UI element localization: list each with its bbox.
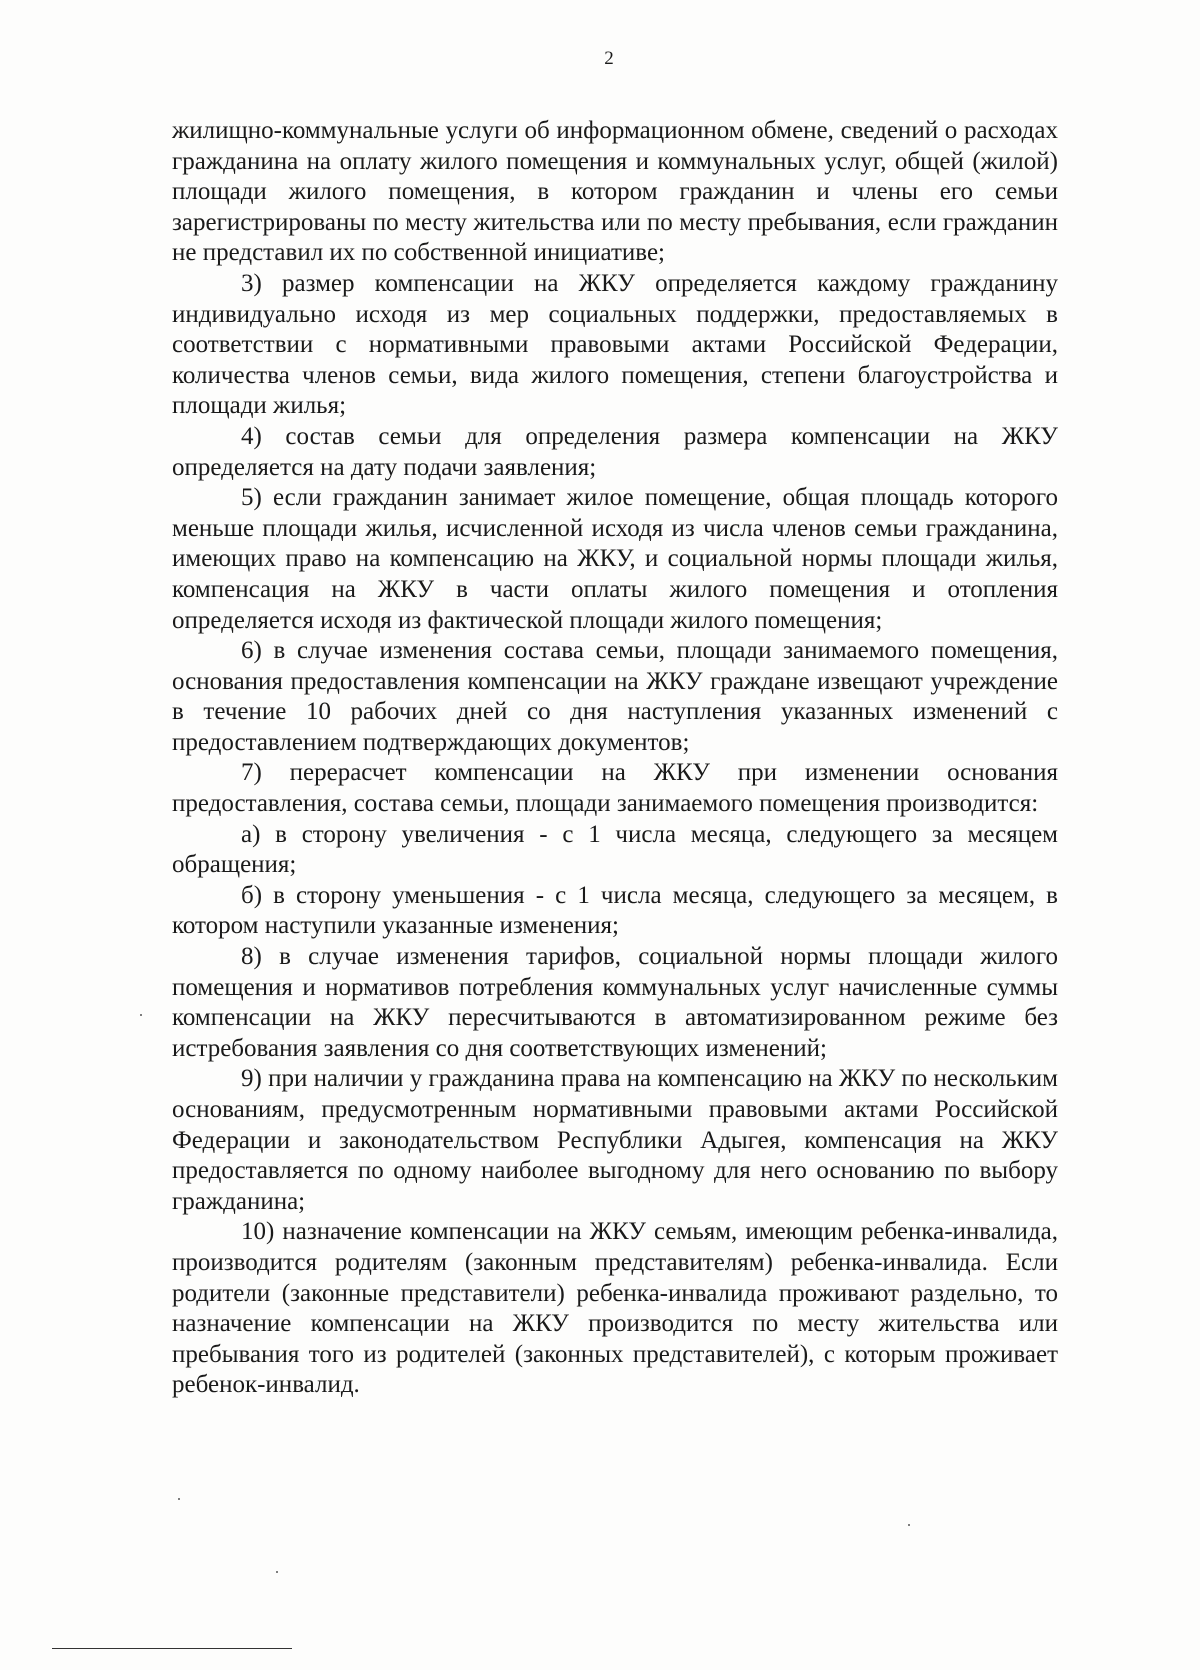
paragraph-item-6: 6) в случае изменения состава семьи, площади занимаемого помещения, основания предоставления компенсации на ЖКУ граждане извещают учреждение в течение 10 рабочих дней со дня наступления указанных изменений с предоставлением подтверждающих документов; [172, 637, 1058, 756]
scan-speck [276, 1571, 278, 1573]
paragraph-item-8: 8) в случае изменения тарифов, социальной нормы площади жилого помещения и нормативов потребления коммунальных услуг начисленные суммы компенсации на ЖКУ пересчитываются в автоматизированном режиме без истребования заявления со дня соответствующих изменений; [172, 943, 1058, 1062]
paragraph-item-3: 3) размер компенсации на ЖКУ определяется каждому гражданину индивидуально исходя из мер социальных поддержки, предоставляемых в соответствии с нормативными правовыми актами Российской Федерации, количества членов семьи, вида жилого помещения, степени благоустройства и площади жилья; [172, 269, 1058, 420]
page-number: 2 [604, 48, 614, 69]
paragraph-item-10: 10) назначение компенсации на ЖКУ семьям, имеющим ребенка-инвалида, производится родителям (законным представителям) ребенка-инвалида. Если родители (законные представители) ребенка-инвалида проживают раздельно, то назначение компенсации на ЖКУ производится по месту жительства или пребывания того из родителей (законных представителей), с которым проживает ребенок-инвалид. [172, 1218, 1058, 1399]
paragraph-item-4: 4) состав семьи для определения размера компенсации на ЖКУ определяется на дату подачи заявления; [172, 422, 1058, 481]
paragraph-item-7: 7) перерасчет компенсации на ЖКУ при изменении основания предоставления, состава семьи, площади занимаемого помещения производится: [172, 759, 1058, 818]
scan-speck [908, 1524, 910, 1526]
paragraph-item-9: 9) при наличии у гражданина права на компенсацию на ЖКУ по нескольким основаниям, предусмотренным нормативными правовыми актами Российской Федерации и законодательством Республики Адыгея, компенсация на ЖКУ предоставляется по одному наиболее выгодному для него основанию по выбору гражданина; [172, 1065, 1059, 1215]
paragraph-item-5: 5) если гражданин занимает жилое помещение, общая площадь которого меньше площади жилья, исчисленной исходя из числа членов семьи гражданина, имеющих право на компенсацию на ЖКУ, и социальной нормы площади жилья, компенсация на ЖКУ в части оплаты жилого помещения и отопления определяется исходя из фактической площади жилого помещения; [172, 484, 1058, 634]
paragraph-continuation: жилищно-коммунальные услуги об информационном обмене, сведений о расходах гражданина на оплату жилого помещения и коммунальных услуг, общей (жилой) площади жилого помещения, в котором гражданин и члены его семьи зарегистрированы по месту жительства или по месту пребывания, если гражданин не представил их по собственной инициативе; [172, 117, 1058, 267]
document-body [172, 116, 1058, 1401]
scan-speck [178, 1498, 180, 1500]
paragraph-subitem-a: а) в сторону увеличения - с 1 числа месяца, следующего за месяцем обращения; [172, 820, 1058, 879]
paragraph-subitem-b: б) в сторону уменьшения - с 1 числа месяца, следующего за месяцем, в котором наступили указанные изменения; [172, 881, 1058, 940]
footnote-separator-line [52, 1648, 292, 1649]
scan-speck [140, 1014, 142, 1016]
